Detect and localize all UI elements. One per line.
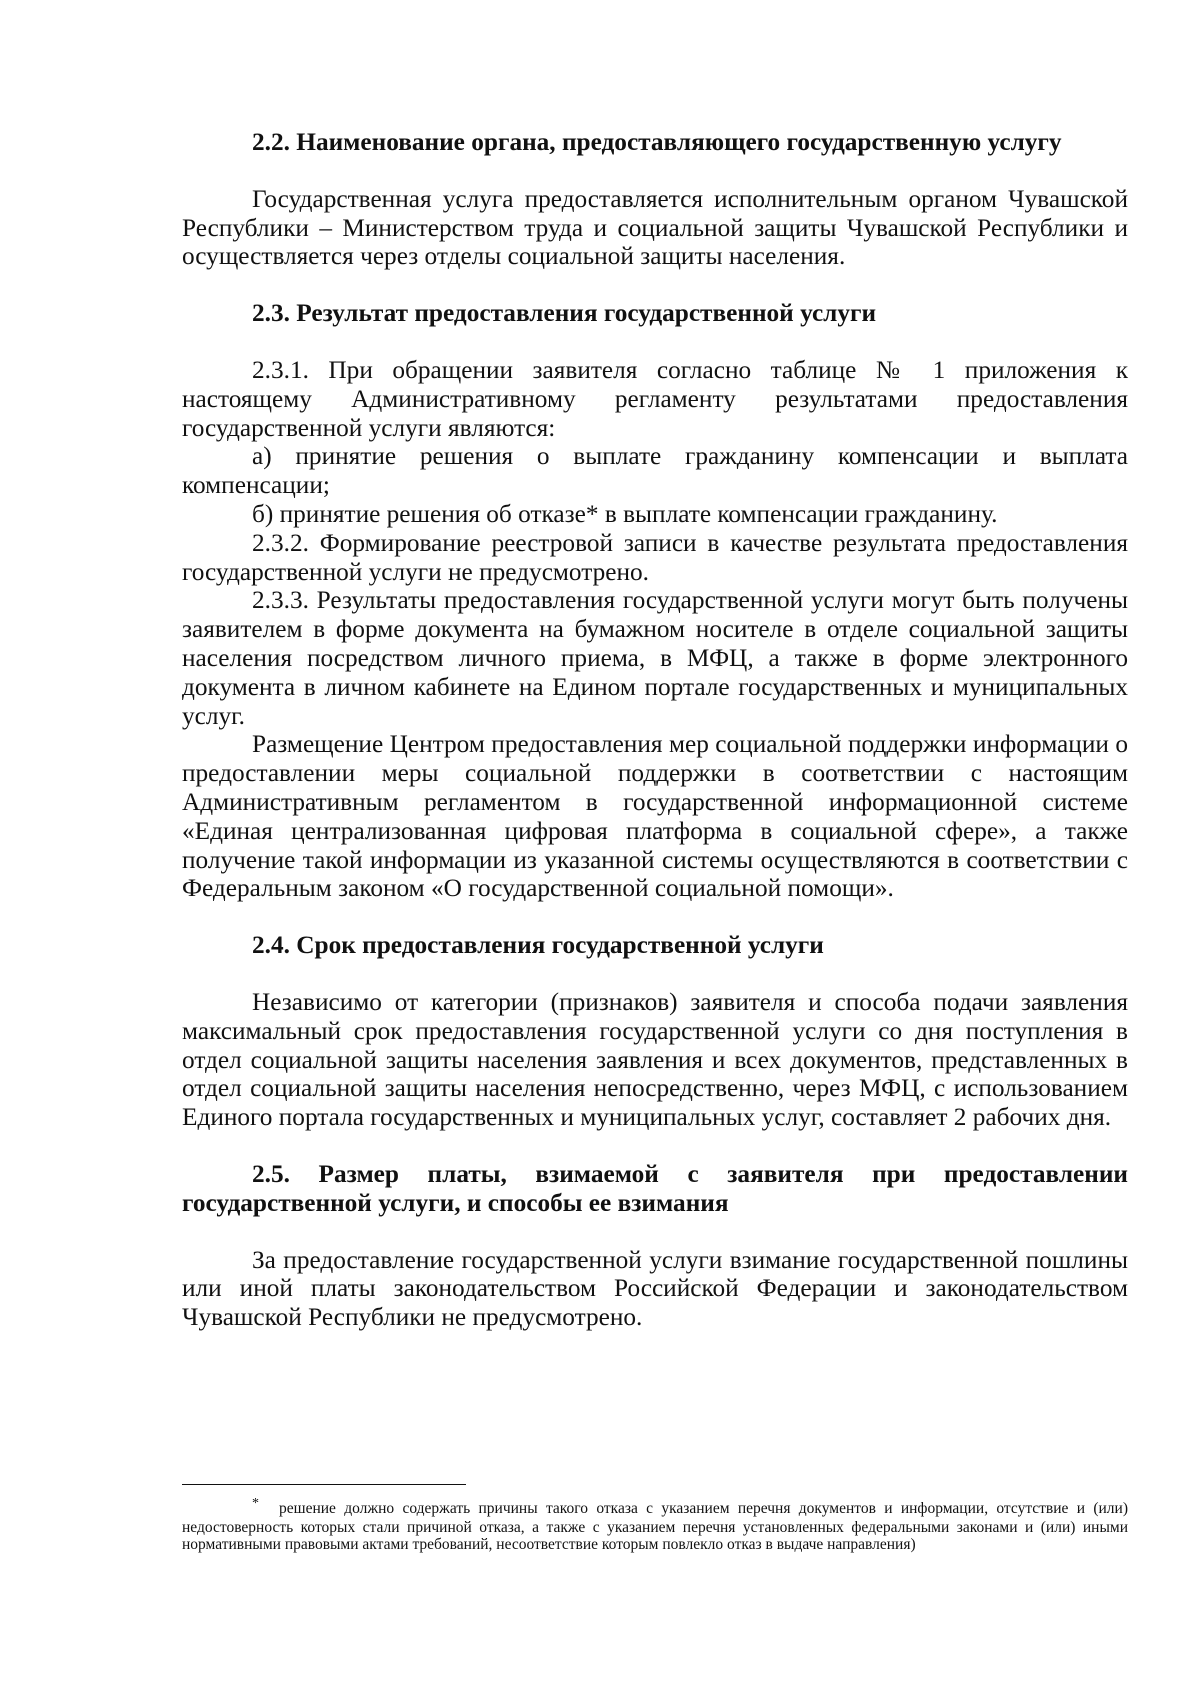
section-2-3-item-a: а) принятие решения о выплате гражданину компенсации и выплата компенсации; <box>182 442 1128 500</box>
section-2-3-paragraph-3: 2.3.3. Результаты предоставления государственной услуги могут быть получены заявителем в форме документа на бумажном носителе в отделе социальной защиты населения посредством личного приема, в МФЦ, а также в форме электронного документа в личном кабинете на Едином портале государственных и муниципальных услуг. <box>182 586 1128 730</box>
section-2-3-paragraph-4: Размещение Центром предоставления мер социальной поддержки информации о предоставлении меры социальной поддержки в соответствии с настоящим Административным регламентом в государственной информационной системе «Единая централизованная цифровая платформа в социальной сфере», а также получение такой информации из указанной системы осуществляются в соответствии с Федеральным законом «О государственной социальной помощи». <box>182 730 1128 903</box>
section-2-2-heading: 2.2. Наименование органа, предоставляющего государственную услугу <box>252 128 1062 156</box>
footnote-divider <box>182 1484 466 1485</box>
section-2-3-paragraph-2: 2.3.2. Формирование реестровой записи в качестве результата предоставления государственной услуги не предусмотрено. <box>182 528 1128 586</box>
section-2-4-heading: 2.4. Срок предоставления государственной услуги <box>252 931 824 960</box>
section-2-3-item-b: б) принятие решения об отказе* в выплате компенсации гражданину. <box>252 499 998 528</box>
document-body <box>182 128 1128 1332</box>
footnote <box>182 1496 1128 1554</box>
section-2-5-heading: 2.5. Размер платы, взимаемой с заявителя при предоставлении государственной услуги, и способы ее взимания <box>182 1159 1128 1217</box>
section-2-2-paragraph: Государственная услуга предоставляется исполнительным органом Чувашской Республики – Министерством труда и социальной защиты Чувашской Республики и осуществляется через отделы социальной защиты населения. <box>182 184 1128 271</box>
footnote-mark: * <box>252 1496 259 1511</box>
section-2-5-paragraph: За предоставление государственной услуги взимание государственной пошлины или иной платы законодательством Российской Федерации и законодательством Чувашской Республики не предусмотрено. <box>182 1245 1128 1332</box>
section-2-4-paragraph: Независимо от категории (признаков) заявителя и способа подачи заявления максимальный срок предоставления государственной услуги со дня поступления в отдел социальной защиты населения заявления и всех документов, представленных в отдел социальной защиты населения непосредственно, через МФЦ, с использованием Единого портала государственных и муниципальных услуг, составляет 2 рабочих дня. <box>182 987 1128 1132</box>
footnote-text: решение должно содержать причины такого отказа с указанием перечня документов и информации, отсутствие и (или) недостоверность которых стали причиной отказа, а также с указанием перечня установленных федеральными законами и (или) иными нормативными правовыми актами требований, несоответствие которым повлекло отказ в выдаче направления) <box>182 1500 1128 1553</box>
section-2-3-heading: 2.3. Результат предоставления государственной услуги <box>252 299 877 328</box>
section-2-3-paragraph-1: 2.3.1. При обращении заявителя согласно таблице № 1 приложения к настоящему Административному регламенту результатами предоставления государственной услуги являются: <box>182 355 1128 442</box>
